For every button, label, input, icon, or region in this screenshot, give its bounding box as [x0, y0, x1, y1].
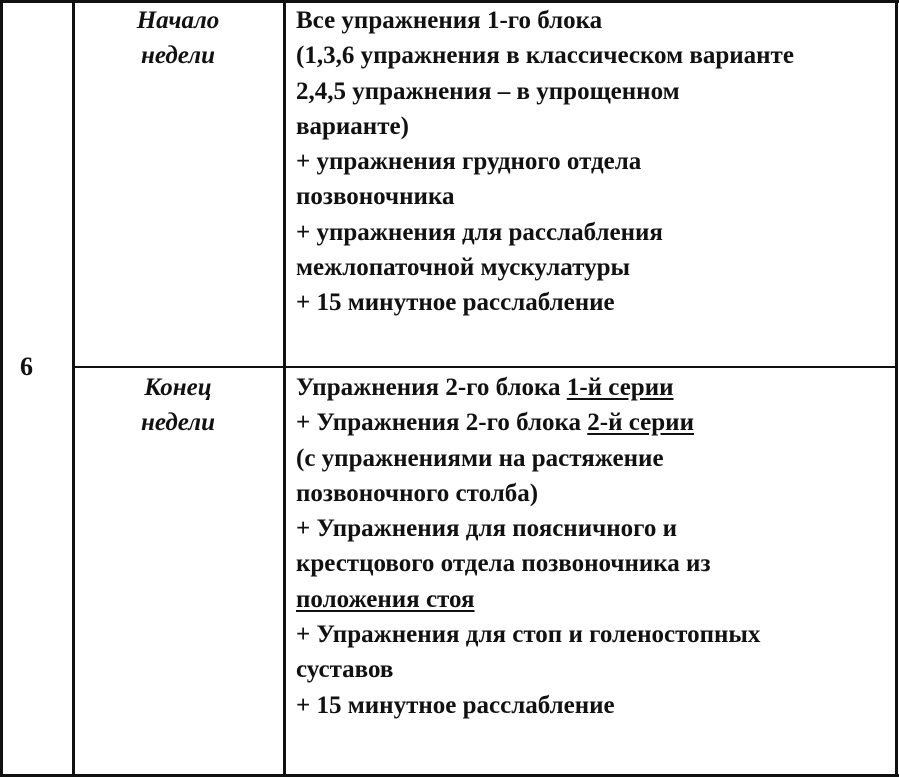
- exercise-line: [296, 441, 894, 476]
- exercise-text: 2,4,5 упражнения – в упрощенном: [296, 77, 680, 105]
- exercise-line: [296, 688, 894, 723]
- exercise-line: [296, 74, 894, 109]
- exercise-text: + Упражнения 2-го блока: [296, 409, 588, 437]
- end-week-exercises: [296, 370, 894, 723]
- exercise-text: + упражнения грудного отдела: [296, 148, 642, 176]
- exercise-text-underlined: 2-й серии: [587, 409, 694, 437]
- exercise-text-underlined: 1-й серии: [566, 374, 674, 401]
- exercise-text: позвоночного столба): [296, 479, 539, 507]
- exercise-text: суставов: [296, 656, 394, 684]
- exercise-text: + 15 минутное расслабление: [296, 691, 615, 719]
- exercise-text: крестцового отдела позвоночника из: [296, 550, 711, 578]
- exercise-text: + Упражнения для стоп и голеностопных: [296, 621, 761, 649]
- exercise-line: [296, 652, 894, 687]
- exercise-text: (с упражнениями на растяжение: [296, 444, 664, 472]
- exercise-line: [296, 144, 894, 179]
- exercise-text: + упражнения для расслабления: [296, 218, 663, 246]
- exercise-line: [296, 370, 894, 405]
- exercise-text: + Упражнения для поясничного и: [296, 515, 678, 543]
- exercise-text: варианте): [296, 112, 409, 140]
- exercise-line: [296, 285, 894, 320]
- exercise-line: [296, 546, 894, 581]
- start-week-label-line: недели: [141, 42, 215, 70]
- exercise-line: [296, 405, 894, 440]
- exercise-line: [296, 617, 894, 652]
- row-divider: [72, 366, 898, 368]
- start-week-exercises: [296, 3, 894, 321]
- start-week-label-line: Начало: [136, 7, 220, 34]
- exercise-line: [296, 109, 894, 144]
- end-week-label-line: недели: [141, 409, 215, 437]
- exercise-text: (1,3,6 упражнения в классическом варианте: [296, 42, 794, 70]
- exercise-text: межлопаточной мускулатуры: [296, 254, 631, 282]
- table-right-border: [895, 0, 898, 777]
- exercise-line: [296, 582, 894, 617]
- exercise-line: [296, 250, 894, 285]
- exercise-text: + 15 минутное расслабление: [296, 289, 615, 317]
- start-week-label: [73, 3, 283, 74]
- end-week-label-line: Конец: [144, 374, 212, 401]
- exercise-text: Все упражнения 1-го блока: [296, 7, 603, 34]
- end-week-label: [73, 370, 283, 441]
- column-divider-2: [283, 0, 286, 777]
- table-left-border: [0, 0, 3, 777]
- exercise-line: [296, 215, 894, 250]
- exercise-text-underlined: положения стоя: [296, 585, 475, 613]
- row-number: 6: [20, 352, 33, 381]
- exercise-line: [296, 476, 894, 511]
- exercise-line: [296, 3, 894, 38]
- exercise-text: Упражнения 2-го блока: [296, 374, 567, 401]
- exercise-line: [296, 511, 894, 546]
- exercise-line: [296, 179, 894, 214]
- exercise-line: [296, 38, 894, 73]
- exercise-text: позвоночника: [296, 183, 455, 211]
